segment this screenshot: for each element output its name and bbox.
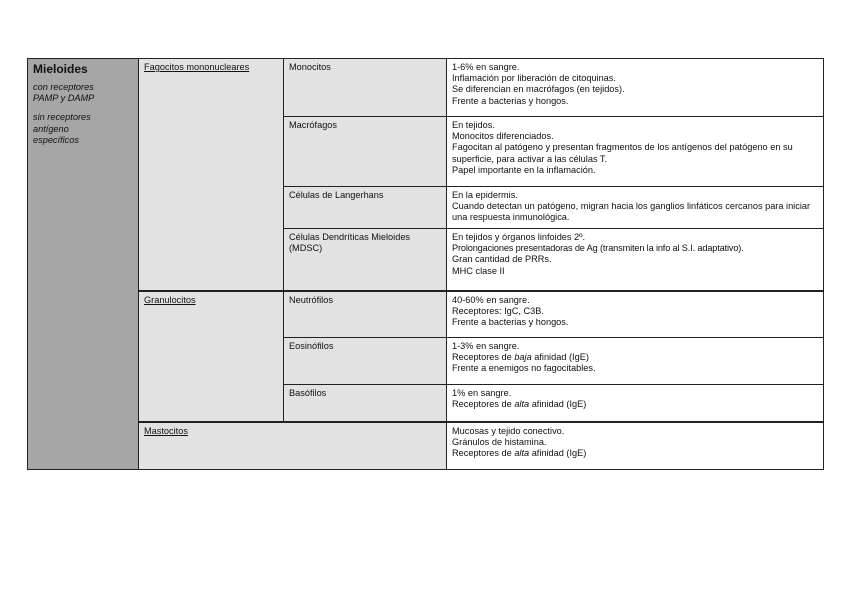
cell-description bbox=[447, 291, 824, 338]
group-title-mastocitos: Mastocitos bbox=[144, 425, 188, 436]
description-line: Receptores: IgC, C3B. bbox=[452, 305, 544, 316]
description-line: 1-6% en sangre. bbox=[452, 62, 520, 72]
category-title: Mieloides bbox=[33, 62, 88, 76]
cell-name bbox=[284, 338, 447, 385]
description-line: 1-3% en sangre. bbox=[452, 341, 520, 351]
receptor-suffix: afinidad (IgE) bbox=[529, 399, 587, 410]
receptor-prefix: Receptores de bbox=[452, 352, 515, 363]
group-cell-granulocitos bbox=[139, 291, 284, 422]
cell-name bbox=[284, 385, 447, 422]
category-note-receptors: con receptores PAMP y DAMP bbox=[33, 82, 95, 104]
cell-description bbox=[447, 229, 824, 291]
table-row bbox=[28, 291, 824, 338]
cell-name-text: Eosinófilos bbox=[289, 341, 334, 351]
category-note-specific: sin receptores antígeno específicos bbox=[33, 112, 91, 145]
description-line: Frente a bacterias y hongos. bbox=[452, 316, 569, 327]
receptor-suffix: afinidad (IgE) bbox=[529, 447, 587, 458]
description-line-receptor bbox=[452, 352, 819, 363]
description-line-receptor bbox=[452, 399, 819, 410]
receptor-suffix: afinidad (IgE) bbox=[531, 352, 589, 363]
cell-description bbox=[447, 117, 824, 187]
receptor-prefix: Receptores de bbox=[452, 399, 515, 410]
cell-name bbox=[284, 229, 447, 291]
group-cell-mastocitos bbox=[139, 422, 447, 470]
receptor-affinity: alta bbox=[514, 447, 530, 458]
description-line-receptor bbox=[452, 448, 819, 459]
description-line: Mucosas y tejido conectivo. bbox=[452, 425, 565, 436]
cell-name-text: Células Dendríticas Mieloides (MDSC) bbox=[289, 232, 411, 254]
cell-name bbox=[284, 117, 447, 187]
cell-name-text: Macrófagos bbox=[289, 120, 338, 130]
cell-name-text: Células de Langerhans bbox=[289, 190, 384, 200]
receptor-affinity: alta bbox=[514, 399, 530, 410]
category-cell bbox=[28, 59, 139, 470]
group-title-granulocitos: Granulocitos bbox=[144, 294, 196, 305]
cell-description bbox=[447, 59, 824, 117]
description-line: Se diferencian en macrófagos (en tejidos). bbox=[452, 84, 625, 95]
description-line: Inflamación por liberación de citoquinas. bbox=[452, 73, 616, 84]
description-line: MHC clase II bbox=[452, 265, 505, 276]
immune-cells-table bbox=[27, 58, 824, 470]
cell-name-text: Monocitos bbox=[289, 62, 331, 72]
description-line: Gránulos de histamina. bbox=[452, 436, 547, 447]
cell-name bbox=[284, 291, 447, 338]
cell-name bbox=[284, 187, 447, 229]
description-line: En tejidos y órganos linfoides 2º. bbox=[452, 232, 586, 242]
cell-description bbox=[447, 187, 824, 229]
cell-name-text: Basófilos bbox=[289, 388, 327, 398]
cell-description bbox=[447, 422, 824, 470]
group-cell-fagocitos bbox=[139, 59, 284, 291]
description-line: 40-60% en sangre. bbox=[452, 294, 530, 305]
description-line: Prolongaciones presentadoras de Ag (transmiten la info al S.I. adaptativo). bbox=[452, 243, 744, 254]
cell-description bbox=[447, 385, 824, 422]
description-line: Monocitos diferenciados. bbox=[452, 131, 554, 142]
description-line: Frente a bacterias y hongos. bbox=[452, 95, 569, 106]
description-line: 1% en sangre. bbox=[452, 388, 512, 398]
description-line: Cuando detectan un patógeno, migran hacia los ganglios linfáticos cercanos para iniciar una respuesta inmunológica. bbox=[452, 201, 811, 223]
group-title-fagocitos: Fagocitos mononucleares bbox=[144, 62, 250, 72]
description-line: Papel importante en la inflamación. bbox=[452, 164, 596, 175]
description-line: En la epidermis. bbox=[452, 190, 518, 200]
table-row bbox=[28, 422, 824, 470]
cell-name bbox=[284, 59, 447, 117]
cell-name-text: Neutrófilos bbox=[289, 294, 333, 305]
table-row bbox=[28, 59, 824, 117]
description-line: Gran cantidad de PRRs. bbox=[452, 254, 552, 265]
receptor-affinity: baja bbox=[514, 352, 532, 363]
description-line: En tejidos. bbox=[452, 120, 495, 130]
description-line: Fagocitan al patógeno y presentan fragmentos de los antígenos del patógeno en su superficie, para activar a las células T. bbox=[452, 142, 793, 164]
receptor-prefix: Receptores de bbox=[452, 447, 515, 458]
description-line: Frente a enemigos no fagocitables. bbox=[452, 363, 596, 374]
cell-description bbox=[447, 338, 824, 385]
